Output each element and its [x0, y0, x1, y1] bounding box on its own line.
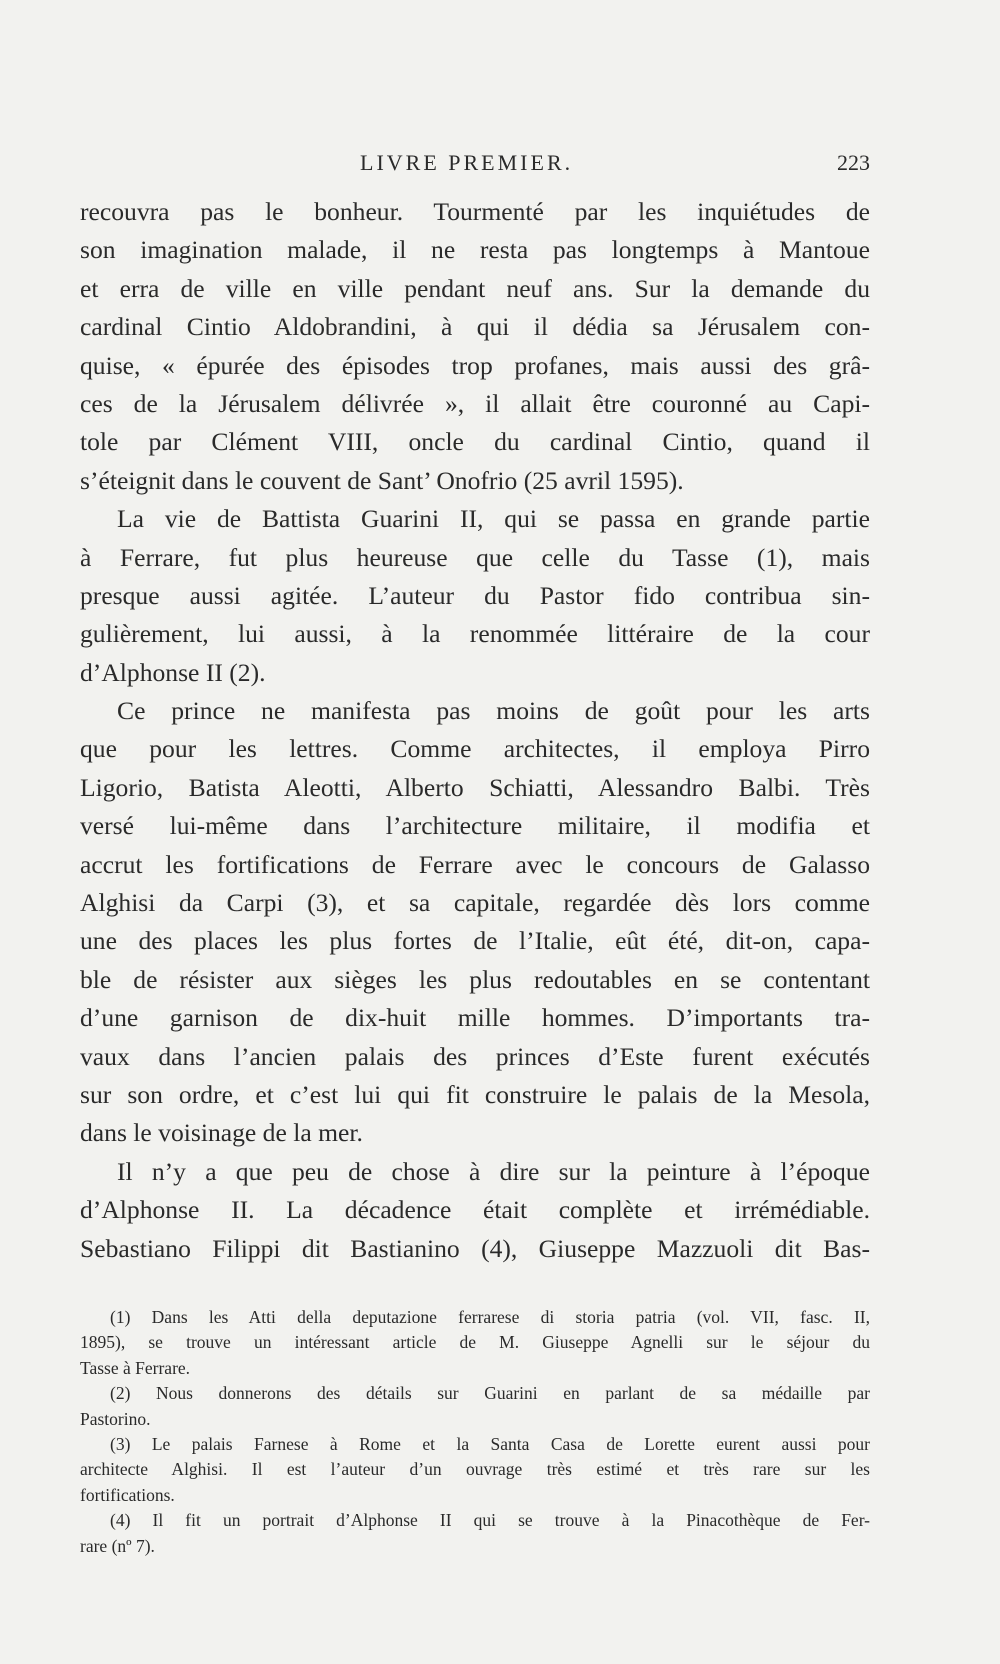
- body-text: [80, 193, 870, 1268]
- text-line: à Ferrare, fut plus heureuse que celle du Tasse (1), mais: [80, 542, 870, 572]
- footnote-line: (2) Nous donnerons des détails sur Guarini en parlant de sa médaille par: [110, 1383, 870, 1404]
- text-line: La vie de Battista Guarini II, qui se passa en grande partie: [117, 504, 870, 534]
- text-line: vaux dans l’ancien palais des princes d’Este furent exécutés: [80, 1041, 870, 1071]
- text-line: Ligorio, Batista Aleotti, Alberto Schiatti, Alessandro Balbi. Très: [80, 772, 870, 802]
- footnote-line: rare (nº 7).: [80, 1535, 155, 1556]
- running-title: LIVRE PREMIER.: [360, 150, 574, 175]
- footnote-line: (4) Il fit un portrait d’Alphonse II qui se trouve à la Pinacothèque de Fer-: [110, 1510, 870, 1531]
- text-line: Il n’y a que peu de chose à dire sur la peinture à l’époque: [117, 1156, 870, 1186]
- text-line: ble de résister aux sièges les plus redoutables en se contentant: [80, 964, 870, 994]
- text-line: versé lui-même dans l’architecture militaire, il modifia et: [80, 811, 870, 841]
- text-line: d’une garnison de dix-huit mille hommes. D’importants tra-: [80, 1003, 870, 1033]
- text-line: d’Alphonse II (2).: [80, 657, 266, 687]
- text-line: et erra de ville en ville pendant neuf ans. Sur la demande du: [80, 273, 870, 303]
- page-number: 223: [837, 150, 870, 175]
- footnote-line: architecte Alghisi. Il est l’auteur d’un ouvrage très estimé et très rare sur les: [80, 1459, 870, 1480]
- text-line: gulièrement, lui aussi, à la renommée littéraire de la cour: [80, 619, 870, 649]
- footnotes: [80, 1305, 870, 1559]
- text-line: que pour les lettres. Comme architectes, il employa Pirro: [80, 734, 870, 764]
- text-line: cardinal Cintio Aldobrandini, à qui il dédia sa Jérusalem con-: [80, 312, 870, 342]
- footnote-line: (1) Dans les Atti della deputazione ferrarese di storia patria (vol. VII, fasc. II,: [110, 1307, 870, 1327]
- footnote-line: fortifications.: [80, 1484, 175, 1505]
- text-line: recouvra pas le bonheur. Tourmenté par les inquiétudes de: [80, 197, 870, 226]
- text-line: tole par Clément VIII, oncle du cardinal Cintio, quand il: [80, 427, 870, 457]
- text-line: Sebastiano Filippi dit Bastianino (4), Giuseppe Mazzuoli dit Bas-: [80, 1233, 870, 1263]
- text-line: quise, « épurée des épisodes trop profanes, mais aussi des grâ-: [80, 350, 870, 380]
- text-line: dans le voisinage de la mer.: [80, 1118, 363, 1148]
- footnote-line: 1895), se trouve un intéressant article de M. Giuseppe Agnelli sur le séjour du: [80, 1332, 870, 1353]
- footnote-line: Tasse à Ferrare.: [80, 1357, 191, 1378]
- text-line: Alghisi da Carpi (3), et sa capitale, regardée dès lors comme: [80, 888, 870, 918]
- text-line: une des places les plus fortes de l’Italie, eût été, dit-on, capa-: [80, 926, 870, 956]
- text-line: sur son ordre, et c’est lui qui fit construire le palais de la Mesola,: [80, 1079, 870, 1109]
- text-line: Ce prince ne manifesta pas moins de goût pour les arts: [117, 696, 870, 726]
- footnote-line: Pastorino.: [80, 1408, 151, 1429]
- text-line: d’Alphonse II. La décadence était complète et irrémédiable.: [80, 1195, 870, 1225]
- text-line: presque aussi agitée. L’auteur du Pastor fido contribua sin-: [80, 580, 870, 610]
- text-line: s’éteignit dans le couvent de Sant’ Onofrio (25 avril 1595).: [80, 465, 684, 495]
- text-line: accrut les fortifications de Ferrare avec le concours de Galasso: [80, 849, 870, 879]
- page-header: [80, 150, 870, 180]
- text-line: ces de la Jérusalem délivrée », il allait être couronné au Capi-: [80, 388, 870, 418]
- footnote-line: (3) Le palais Farnese à Rome et la Santa Casa de Lorette eurent aussi pour: [110, 1433, 870, 1454]
- text-line: son imagination malade, il ne resta pas longtemps à Mantoue: [80, 235, 870, 265]
